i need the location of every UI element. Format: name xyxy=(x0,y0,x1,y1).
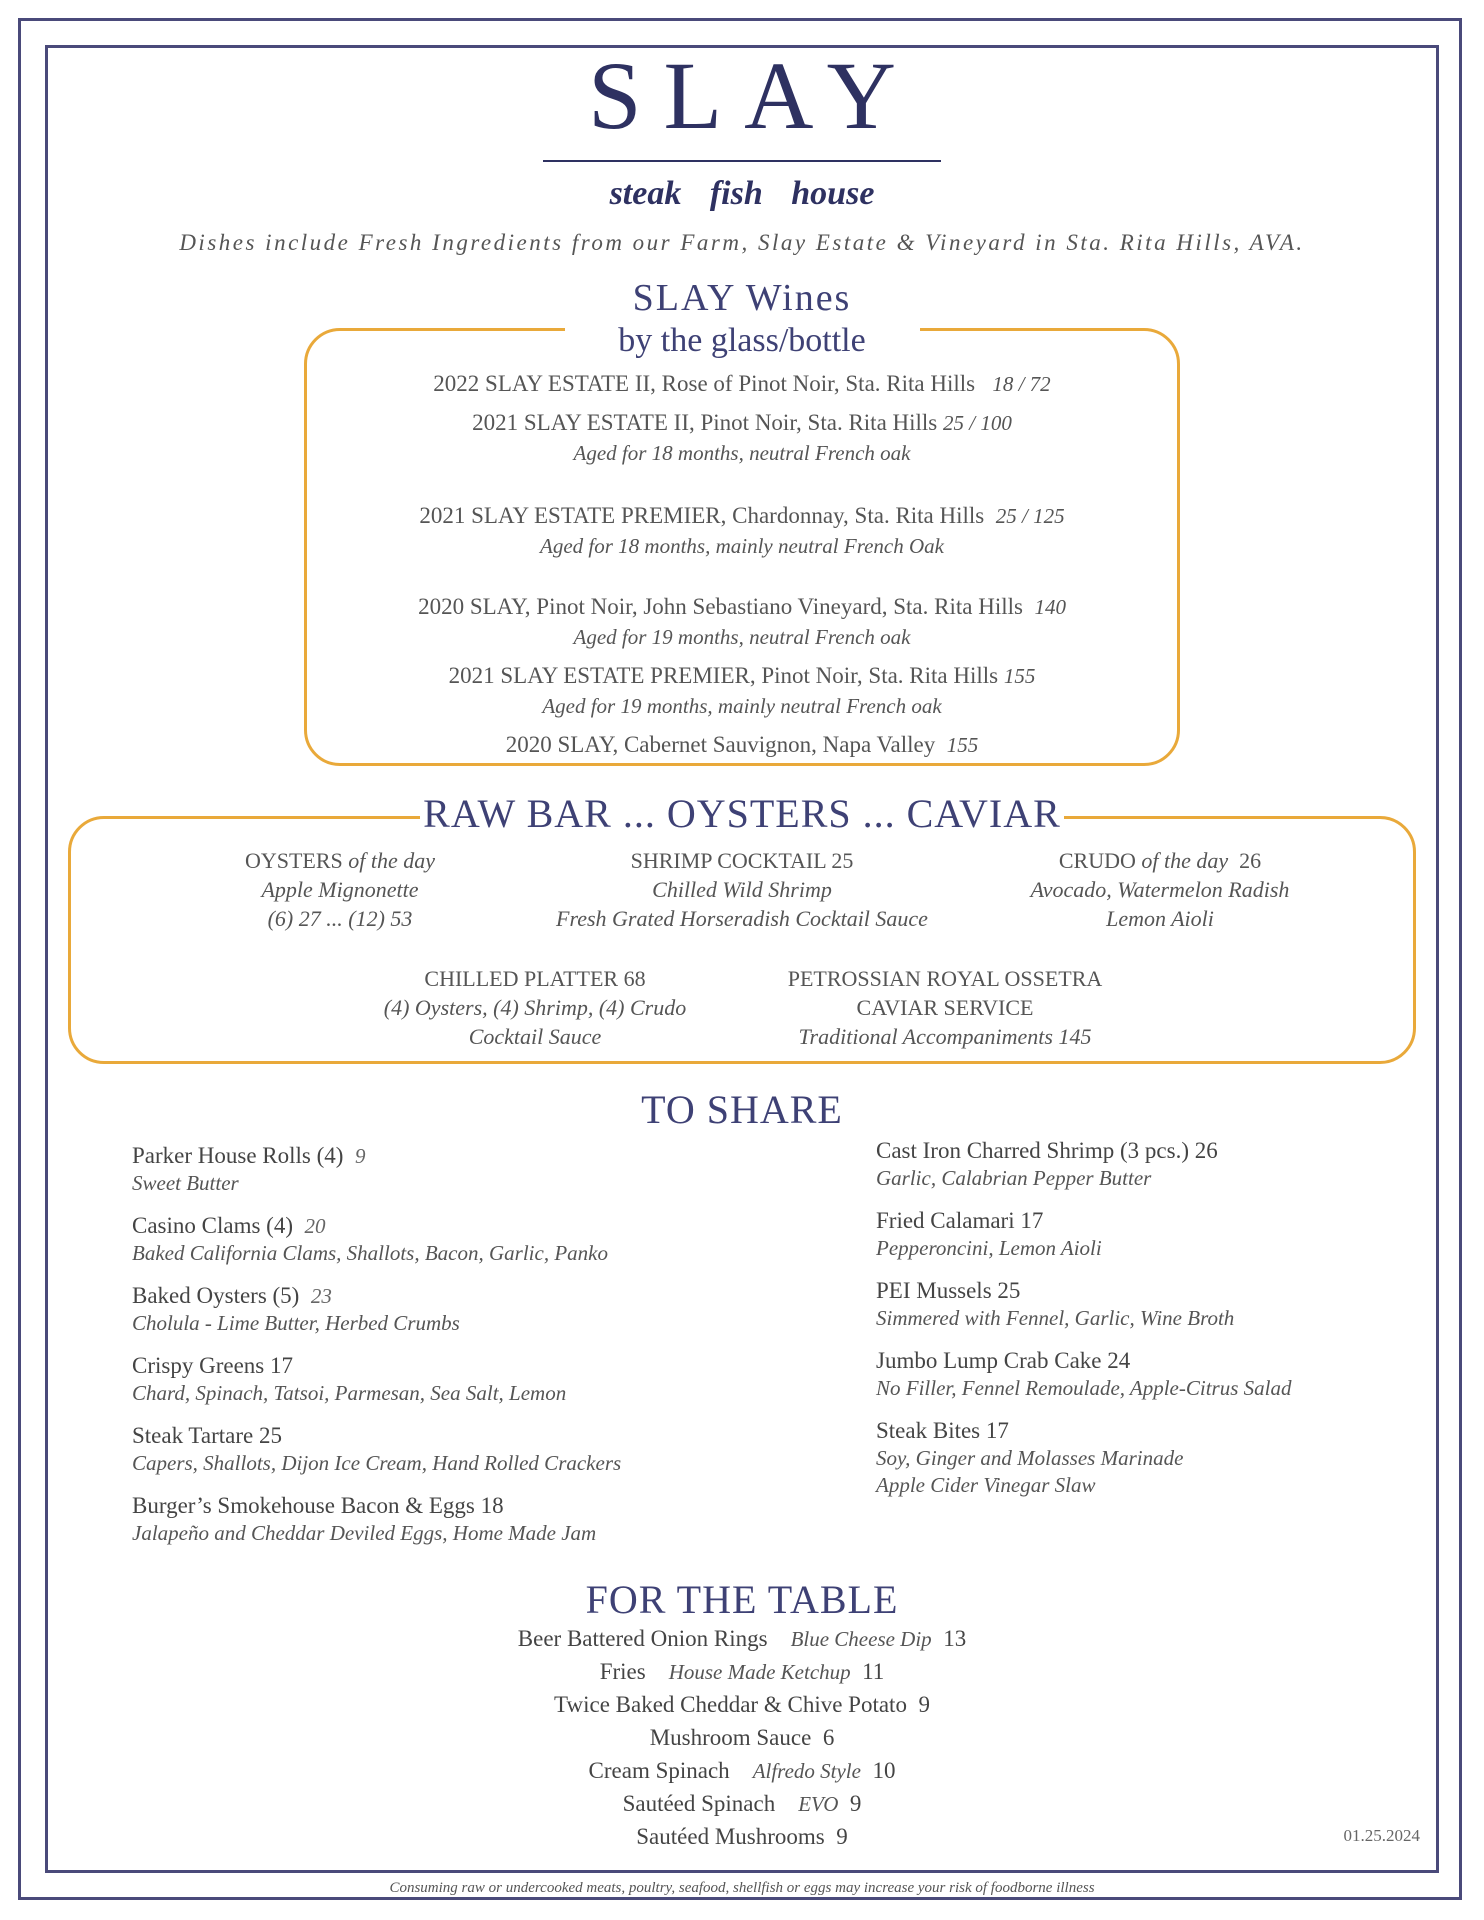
share-item: Steak Tartare 25 Capers, Shallots, Dijon Ice Cream, Hand Rolled Crackers xyxy=(132,1423,622,1475)
share-item: Burger’s Smokehouse Bacon & Eggs 18 Jalapeño and Cheddar Deviled Eggs, Home Made Jam xyxy=(132,1493,597,1545)
raw-bar-oysters: OYSTERS of the day Apple Mignonette (6) 27 ... (12) 53 xyxy=(244,848,436,931)
wine-note: Aged for 19 months, neutral French oak xyxy=(573,625,911,649)
restaurant-subtitle xyxy=(0,175,1484,213)
table-item: Twice Baked Cheddar & Chive Potato 9 xyxy=(554,1692,930,1717)
title-rule xyxy=(543,160,941,162)
table-item: Mushroom Sauce 6 xyxy=(649,1725,835,1750)
wine-item: 2022 SLAY ESTATE II, Rose of Pinot Noir, Sta. Rita Hills 18 / 72 xyxy=(433,371,1051,396)
wine-item: 2020 SLAY, Cabernet Sauvignon, Napa Valley 155 xyxy=(505,732,979,757)
subtitle-fish-house: fish house xyxy=(709,175,875,212)
wines-title: SLAY Wines xyxy=(632,277,852,319)
wines-subtitle: by the glass/bottle xyxy=(618,322,866,359)
share-item: PEI Mussels 25 Simmered with Fennel, Garlic, Wine Broth xyxy=(876,1278,1235,1330)
health-disclaimer: Consuming raw or undercooked meats, poultry, seafood, shellfish or eggs may increase your risk of foodborne illness xyxy=(389,1880,1095,1896)
wine-item: 2021 SLAY ESTATE PREMIER, Pinot Noir, Sta. Rita Hills 155 xyxy=(448,663,1036,688)
wine-item: 2020 SLAY, Pinot Noir, John Sebastiano Vineyard, Sta. Rita Hills 140 xyxy=(418,594,1066,619)
share-item: Cast Iron Charred Shrimp (3 pcs.) 26 Garlic, Calabrian Pepper Butter xyxy=(876,1138,1218,1190)
raw-bar-caviar: PETROSSIAN ROYAL OSSETRA CAVIAR SERVICE Traditional Accompaniments 145 xyxy=(787,966,1103,1049)
share-item: Baked Oysters (5) 23 Cholula - Lime Butter, Herbed Crumbs xyxy=(132,1283,460,1335)
share-item: Steak Bites 17 Soy, Ginger and Molasses Marinade Apple Cider Vinegar Slaw xyxy=(876,1418,1184,1497)
table-item: Sautéed Spinach EVO 9 xyxy=(622,1791,862,1816)
subtitle-steak: steak xyxy=(609,175,682,212)
share-item: Parker House Rolls (4) 9 Sweet Butter xyxy=(132,1143,366,1195)
share-item: Fried Calamari 17 Pepperoncini, Lemon Aioli xyxy=(876,1208,1102,1260)
for-the-table-title: FOR THE TABLE xyxy=(585,1577,899,1622)
table-item: Beer Battered Onion Rings Blue Cheese Dip 13 xyxy=(517,1626,967,1651)
wine-item: 2021 SLAY ESTATE II, Pinot Noir, Sta. Rita Hills 25 / 100 xyxy=(472,410,1012,435)
share-item: Crispy Greens 17 Chard, Spinach, Tatsoi, Parmesan, Sea Salt, Lemon xyxy=(132,1353,567,1405)
raw-bar-title: RAW BAR ... OYSTERS ... CAVIAR xyxy=(423,791,1061,836)
intro-text: Dishes include Fresh Ingredients from our Farm, Slay Estate & Vineyard in Sta. Rita Hills, AVA. xyxy=(179,230,1305,255)
wine-note: Aged for 19 months, mainly neutral French oak xyxy=(542,694,942,718)
table-item: Fries House Made Ketchup 11 xyxy=(599,1659,885,1684)
wine-item: 2021 SLAY ESTATE PREMIER, Chardonnay, Sta. Rita Hills 25 / 125 xyxy=(419,503,1065,528)
restaurant-logo-title: SLAY xyxy=(588,42,918,149)
raw-bar-platter: CHILLED PLATTER 68 (4) Oysters, (4) Shrimp, (4) Crudo Cocktail Sauce xyxy=(383,966,687,1049)
menu-date: 01.25.2024 xyxy=(1343,1826,1420,1845)
raw-bar-crudo: CRUDO of the day 26 Avocado, Watermelon Radish Lemon Aioli xyxy=(1030,848,1290,931)
raw-bar-shrimp: SHRIMP COCKTAIL 25 Chilled Wild Shrimp Fresh Grated Horseradish Cocktail Sauce xyxy=(556,848,928,931)
wine-note: Aged for 18 months, neutral French oak xyxy=(573,441,911,465)
table-item: Cream Spinach Alfredo Style 10 xyxy=(588,1758,896,1783)
share-item: Casino Clams (4) 20 Baked California Clams, Shallots, Bacon, Garlic, Panko xyxy=(132,1213,608,1265)
share-item: Jumbo Lump Crab Cake 24 No Filler, Fennel Remoulade, Apple-Citrus Salad xyxy=(876,1348,1292,1400)
wine-note: Aged for 18 months, mainly neutral French Oak xyxy=(540,534,944,558)
table-item: Sautéed Mushrooms 9 xyxy=(636,1824,848,1849)
to-share-title: TO SHARE xyxy=(641,1087,843,1132)
